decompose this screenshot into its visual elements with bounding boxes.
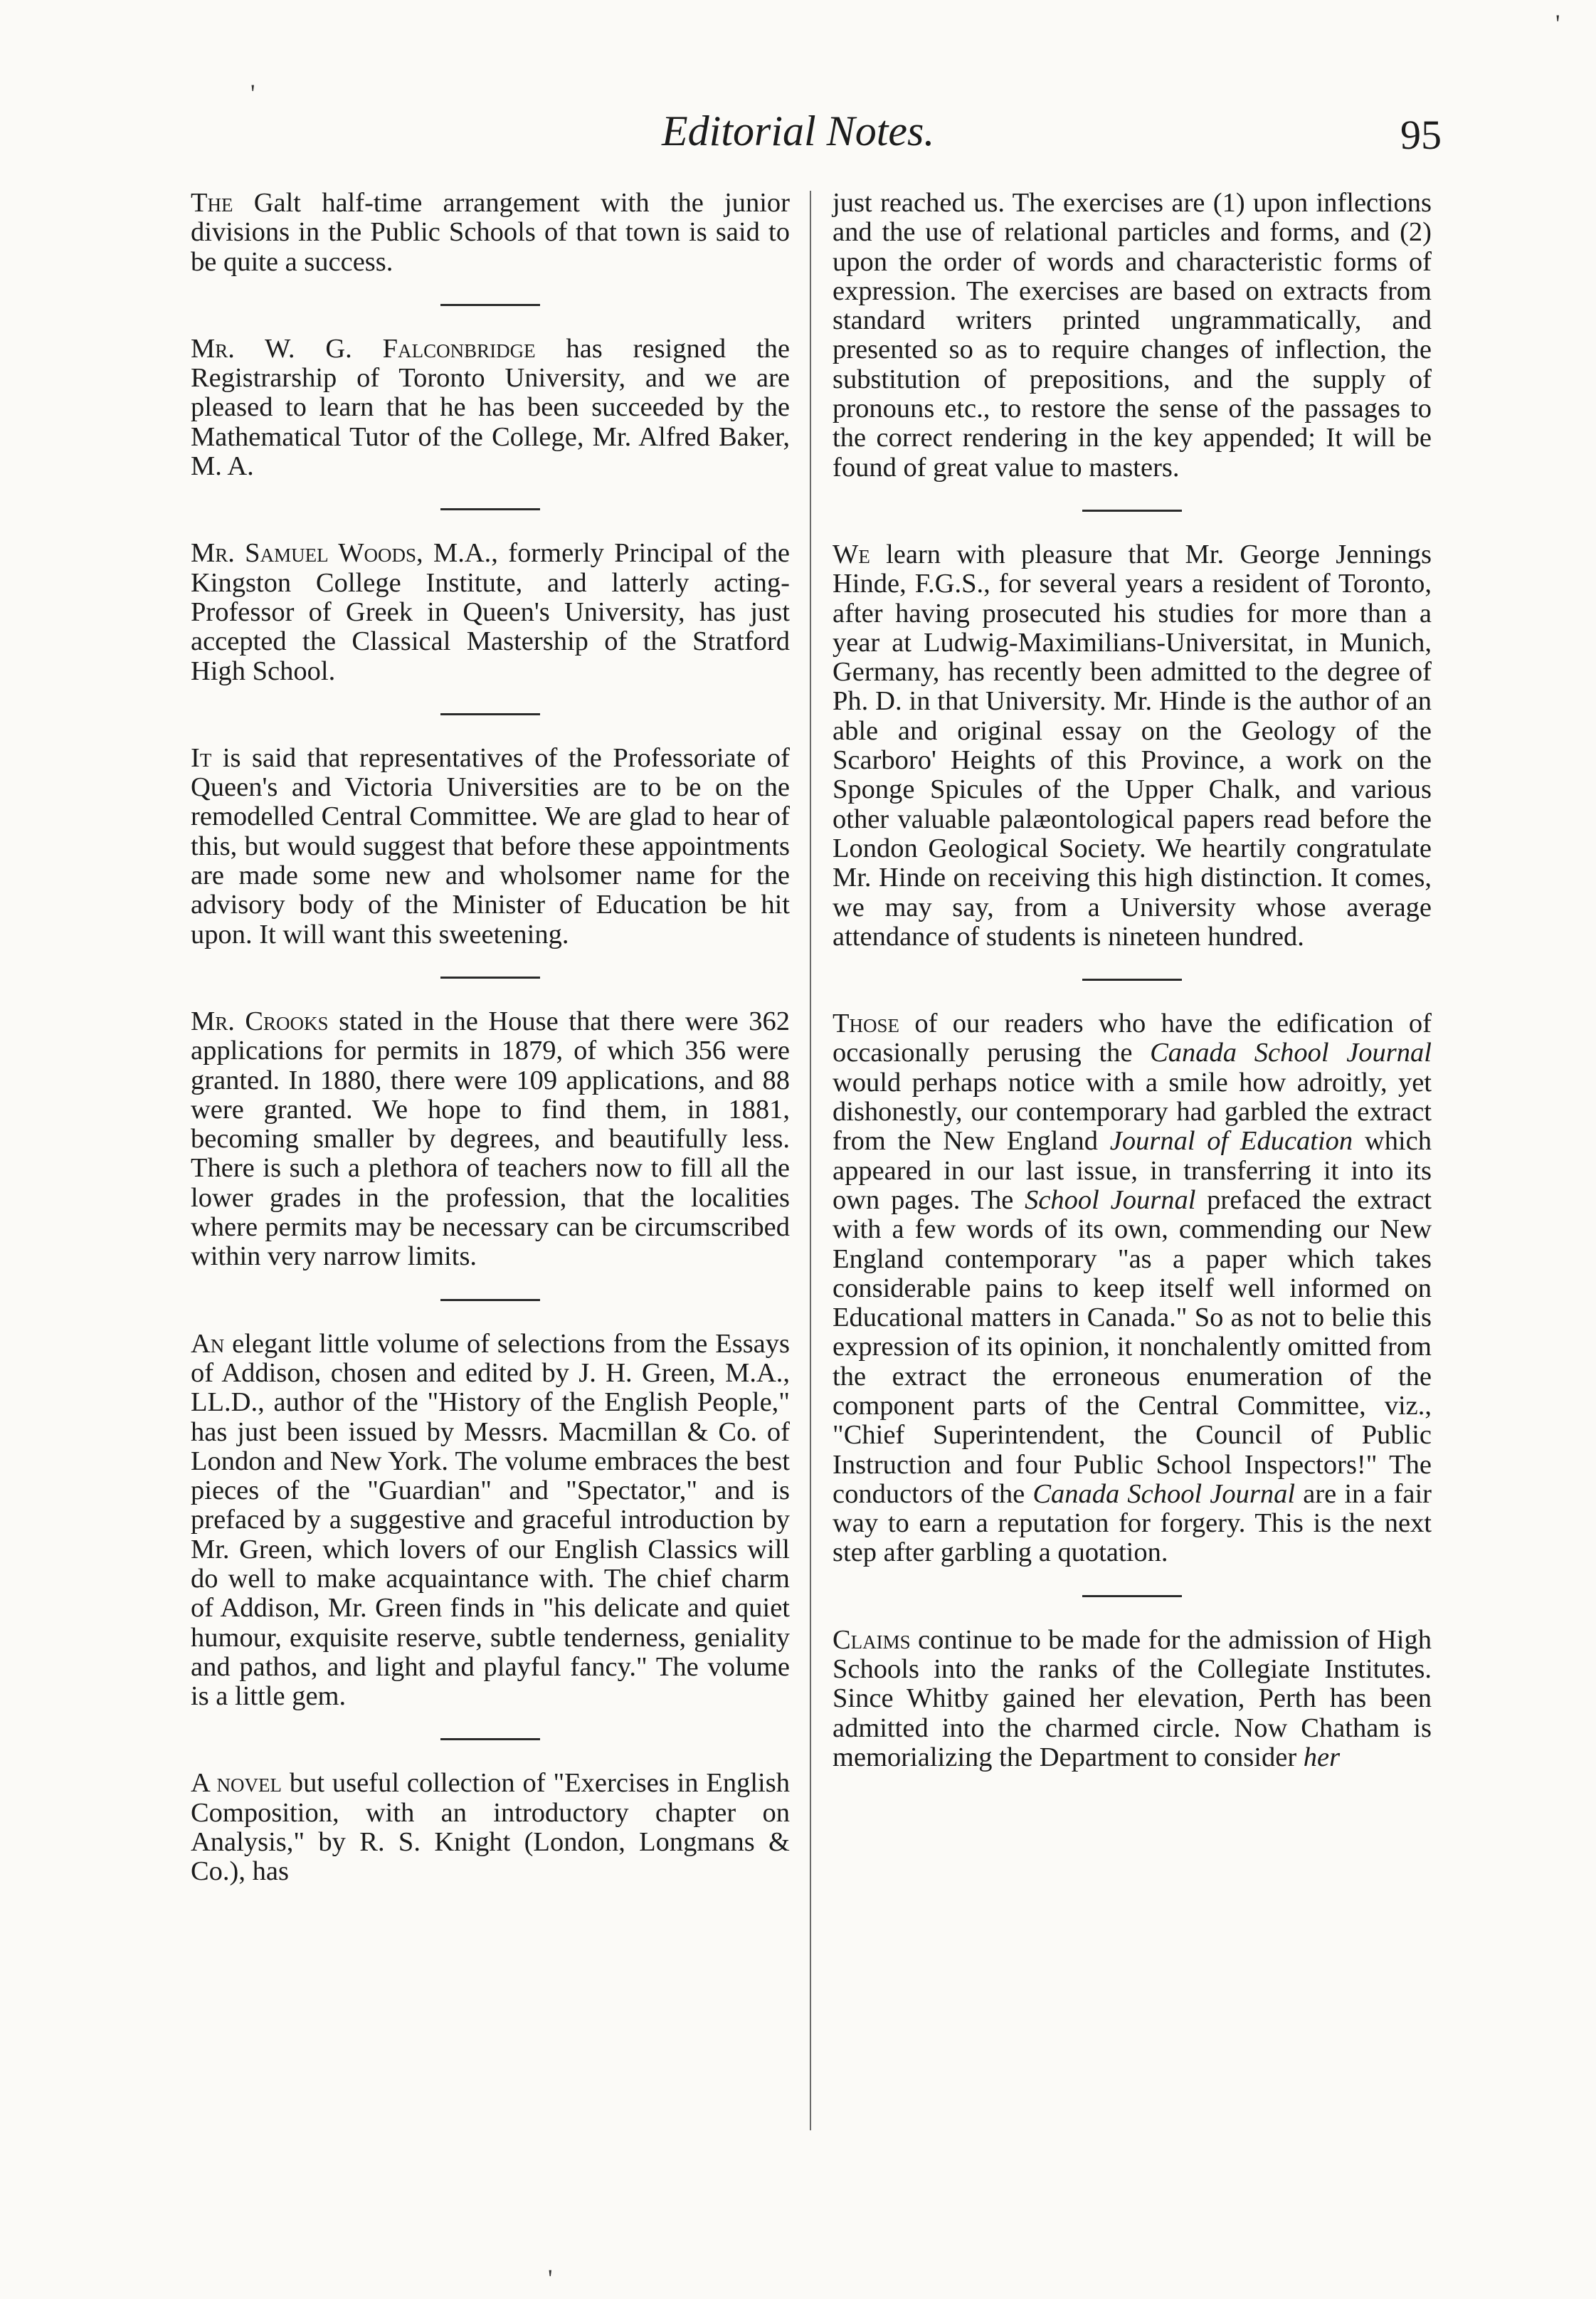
note-separator: [440, 977, 540, 979]
note-lead: Mr. Samuel Woods,: [191, 538, 423, 569]
note-lead: It: [191, 742, 212, 773]
note-hinde: [833, 540, 1432, 952]
page-number: 95: [1400, 112, 1442, 158]
note-separator: [440, 304, 540, 306]
note-text: just reached us. The exercises are (1) upon inflections and the use of relational particles and forms, and (2) upon the order of words and characteristic forms of expression. The exercises are based on extracts from standard writers printed ungrammatically, and presented so as to require changes of inflection, the substitution of prepositions, and the supply of pronouns etc., to restore the sense of the passages to the correct rendering in the key appended; It will be found of great value to masters.: [833, 188, 1432, 483]
note-lead: The: [191, 188, 233, 218]
note-text: has resigned the Registrarship of Toronto University, and we are pleased to learn that he has been succeeded by the Mathematical Tutor of the College, Mr. Alfred Baker, M. A.: [191, 333, 790, 482]
stray-mark: ': [548, 2264, 553, 2293]
note-separator: [1082, 979, 1182, 981]
journal-title: Journal of Education: [1109, 1126, 1353, 1157]
journal-title: Canada School Journal: [1150, 1038, 1432, 1068]
note-galt: [191, 189, 790, 277]
right-column: [833, 189, 1432, 1772]
stray-mark: ': [1555, 9, 1560, 38]
note-lead: Those: [833, 1009, 900, 1039]
note-woods: [191, 539, 790, 685]
note-claims: [833, 1626, 1432, 1772]
note-text: continue to be made for the admission of High Schools into the ranks of the Collegiate Institutes. Since Whitby gained her elevation, Perth has been admitted into the charmed circle. Now Chatham is memorializing the Department to consider: [833, 1624, 1432, 1772]
note-professoriate: [191, 744, 790, 949]
note-text: prefaced the extract with a few words of its own, commending our New England contemporary "as a paper which takes considerable pains to keep itself well informed on Educational matters in Canada." So as not to belie this expression of its opinion, it nonchalently omitted from the extract the erroneous enumeration of the component parts of the Central Committee, viz., "Chief Superintendent, the Council of Public Instruction and four Public School Inspectors!" The conductors of the: [833, 1184, 1432, 1509]
note-exercises: [191, 1769, 790, 1886]
note-crooks: [191, 1007, 790, 1272]
journal-title: Canada School Journal: [1032, 1478, 1296, 1509]
note-addison: [191, 1330, 790, 1712]
note-separator: [440, 508, 540, 510]
note-lead: Mr. Crooks: [191, 1006, 329, 1036]
left-column: [191, 189, 790, 1887]
note-lead: An: [191, 1328, 225, 1359]
note-lead: Claims: [833, 1624, 911, 1655]
note-lead: We: [833, 539, 870, 569]
note-separator: [440, 1738, 540, 1740]
journal-title: School Journal: [1025, 1184, 1196, 1215]
note-text: of our readers who have the edification of occasionally perusing the: [833, 1009, 1432, 1068]
note-exercises-continued: [833, 189, 1432, 483]
stray-mark: ': [250, 79, 255, 107]
running-title: Editorial Notes.: [662, 107, 935, 154]
note-italic-word: her: [1303, 1742, 1341, 1772]
note-separator: [440, 713, 540, 715]
page-header: [0, 107, 1596, 164]
note-lead: A novel: [191, 1768, 282, 1799]
column-divider: [810, 191, 811, 2130]
note-separator: [1082, 510, 1182, 512]
note-school-journal: [833, 1009, 1432, 1568]
note-text: is said that representatives of the Professoriate of Queen's and Victoria Universities are to be on the remodelled Central Committee. We are glad to hear of this, but would suggest that before these appointments are made some new and wholsomer name for the advisory body of the Minister of Education be hit upon. It will want this sweetening.: [191, 742, 790, 949]
note-text: M.A., formerly Principal of the Kingston College Institute, and latterly acting-Professor of Greek in Queen's University, has just accepted the Classical Mastership of the Stratford High School.: [191, 538, 790, 686]
note-separator: [440, 1299, 540, 1301]
note-text: elegant little volume of selections from the Essays of Addison, chosen and edited by J. H. Green, M.A., LL.D., author of the "History of the English People," has just been issued by Messrs. Macmillan & Co. of London and New York. The volume embraces the best pieces of the "Guardian" and "Spectator," and is prefaced by a suggestive and graceful introduction by Mr. Green, which lovers of our English Classics will do well to make acquaintance with. The chief charm of Addison, Mr. Green finds in "his delicate and quiet humour, exquisite reserve, subtle tenderness, geniality and pathos, and light and playful fancy." The volume is a little gem.: [191, 1328, 790, 1712]
note-text: would perhaps notice with a smile how adroitly, yet dishonestly, our contemporary had garbled the extract from the New England: [833, 1067, 1432, 1157]
note-lead: Mr. W. G. Falconbridge: [191, 333, 536, 364]
note-text: but useful collection of "Exercises in English Composition, with an introductory chapter on Analysis," by R. S. Knight (London, Longmans & Co.), has: [191, 1768, 790, 1887]
note-text: stated in the House that there were 362 applications for permits in 1879, of which 356 were granted. In 1880, there were 109 applications, and 88 were granted. We hope to find them, in 1881, becoming smaller by degrees, and beautifully less. There is such a plethora of teachers now to fill all the lower grades in the profession, that the localities where permits may be necessary can be circumscribed within very narrow limits.: [191, 1006, 790, 1272]
note-text: are in a fair way to earn a reputation for forgery. This is the next step after garbling a quotation.: [833, 1478, 1432, 1568]
note-falconbridge: [191, 335, 790, 481]
note-text: Galt half-time arrangement with the junior divisions in the Public Schools of that town is said to be quite a success.: [191, 188, 790, 277]
note-text: learn with pleasure that Mr. George Jennings Hinde, F.G.S., for several years a resident of Toronto, after having prosecuted his studies for more than a year at Ludwig-Maximilians-Universitat, in Munich, Germany, has recently been admitted to the degree of Ph. D. in that University. Mr. Hinde is the author of an able and original essay on the Geology of the Scarboro' Heights of this Province, a work on the Sponge Spicules of the Upper Chalk, and various other valuable palæontological papers read before the London Geological Society. We heartily congratulate Mr. Hinde on receiving this high distinction. It comes, we may say, from a University whose average attendance of students is nineteen hundred.: [833, 539, 1432, 952]
note-separator: [1082, 1595, 1182, 1597]
note-text: which appeared in our last issue, in transferring it into its own pages. The: [833, 1126, 1432, 1215]
